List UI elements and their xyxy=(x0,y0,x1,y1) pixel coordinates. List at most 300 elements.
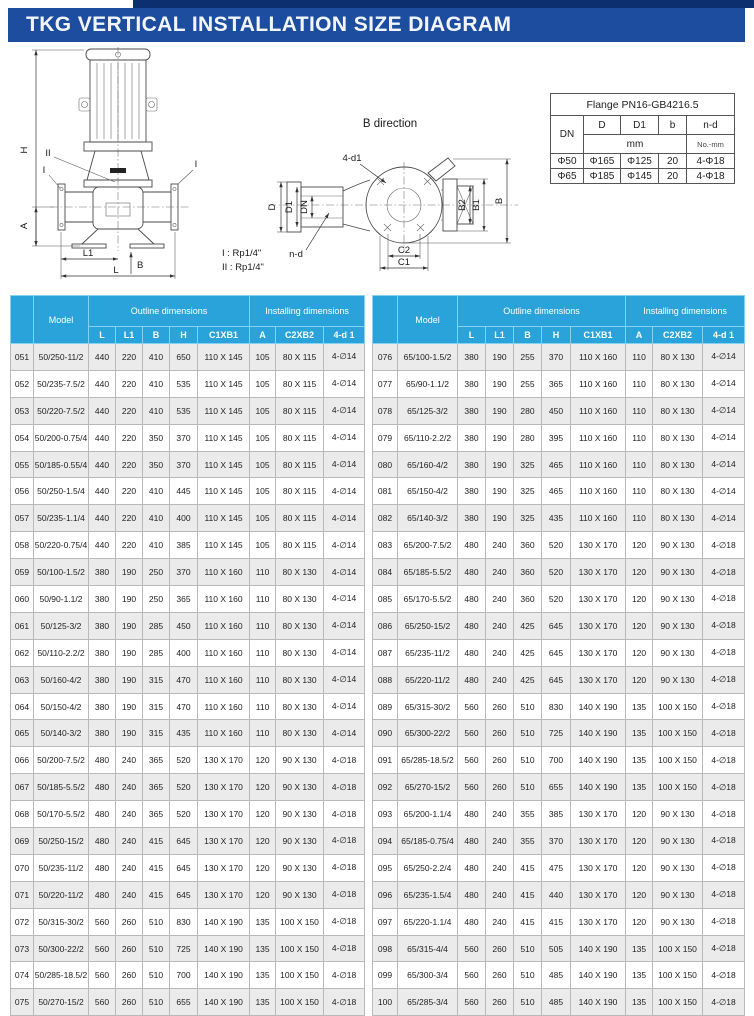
table-cell: 350 xyxy=(143,451,170,478)
table-cell: 057 xyxy=(11,505,34,532)
dim-label-a: A xyxy=(19,222,30,230)
b-direction-title: B direction xyxy=(362,118,418,130)
table-cell: 65/100-1.5/2 xyxy=(398,344,458,371)
table-cell: 100 X 150 xyxy=(276,989,324,1016)
table-cell: 50/170-5.5/2 xyxy=(34,801,89,828)
table-cell: 110 xyxy=(250,666,276,693)
table-cell: 4-∅18 xyxy=(703,854,745,881)
table-cell: 395 xyxy=(542,424,571,451)
table-cell: 099 xyxy=(373,962,398,989)
table-row xyxy=(373,989,745,1016)
table-cell: 560 xyxy=(458,693,486,720)
table-cell: Φ185 xyxy=(584,169,621,184)
table-cell: 80 X 130 xyxy=(276,612,324,639)
table-cell: 088 xyxy=(373,666,398,693)
table-row xyxy=(11,774,365,801)
table-cell: 4-∅18 xyxy=(703,639,745,666)
table-row xyxy=(11,935,365,962)
table-row xyxy=(11,693,365,720)
table-row xyxy=(11,505,365,532)
col-model: Model xyxy=(34,296,89,344)
table-cell: 380 xyxy=(89,586,116,613)
table-cell: 135 xyxy=(626,747,653,774)
table-cell: 4-∅14 xyxy=(703,424,745,451)
table-row xyxy=(11,344,365,371)
table-cell: 440 xyxy=(89,344,116,371)
table-cell: 140 X 190 xyxy=(571,693,626,720)
table-cell: 130 X 170 xyxy=(198,881,250,908)
table-cell: 4-∅18 xyxy=(324,935,365,962)
table-cell: 240 xyxy=(486,828,514,855)
table-cell: 064 xyxy=(11,693,34,720)
table-cell: 480 xyxy=(458,532,486,559)
table-cell: 4-∅18 xyxy=(703,989,745,1016)
table-cell: 110 X 160 xyxy=(571,478,626,505)
table-cell: 120 xyxy=(626,666,653,693)
table-cell: 110 X 160 xyxy=(571,505,626,532)
table-cell: 086 xyxy=(373,612,398,639)
dim-label-dn: DN xyxy=(299,200,310,214)
table-cell: 285 xyxy=(143,612,170,639)
table-cell: 80 X 115 xyxy=(276,478,324,505)
table-cell: 110 X 145 xyxy=(198,451,250,478)
table-cell: 110 xyxy=(250,639,276,666)
table-cell: 80 X 130 xyxy=(653,451,703,478)
table-cell: 4-∅14 xyxy=(703,451,745,478)
table-cell: 480 xyxy=(458,854,486,881)
table-row xyxy=(373,586,745,613)
table-cell: 385 xyxy=(542,801,571,828)
table-cell: 4-Φ18 xyxy=(687,169,735,184)
table-cell: 415 xyxy=(514,854,542,881)
table-cell: 65/160-4/2 xyxy=(398,451,458,478)
table-cell: 65/200-1.1/4 xyxy=(398,801,458,828)
table-cell: 220 xyxy=(116,370,143,397)
table-cell: 410 xyxy=(143,478,170,505)
table-cell: 097 xyxy=(373,908,398,935)
table-cell: 120 xyxy=(250,854,276,881)
table-cell: 560 xyxy=(89,962,116,989)
table-cell: 355 xyxy=(514,828,542,855)
table-cell: 380 xyxy=(89,612,116,639)
table-cell: 4-∅18 xyxy=(703,962,745,989)
table-cell: 4-∅18 xyxy=(703,747,745,774)
table-cell: 535 xyxy=(170,370,198,397)
table-cell: 370 xyxy=(542,344,571,371)
table-cell: 520 xyxy=(542,559,571,586)
table-cell: 80 X 130 xyxy=(276,666,324,693)
flange-col-dn: DN xyxy=(551,116,584,154)
table-cell: 120 xyxy=(626,586,653,613)
table-cell: 260 xyxy=(116,989,143,1016)
table-cell: 135 xyxy=(626,693,653,720)
table-cell: 220 xyxy=(116,451,143,478)
table-cell: 380 xyxy=(458,344,486,371)
table-row xyxy=(373,370,745,397)
table-row xyxy=(11,586,365,613)
size-table-right-body xyxy=(373,344,745,1016)
table-cell: 105 xyxy=(250,451,276,478)
table-cell: 370 xyxy=(170,451,198,478)
table-cell: 510 xyxy=(514,774,542,801)
table-cell: 095 xyxy=(373,854,398,881)
table-cell: 135 xyxy=(250,989,276,1016)
table-cell: 240 xyxy=(116,801,143,828)
table-cell: 90 X 130 xyxy=(276,747,324,774)
table-cell: 240 xyxy=(486,559,514,586)
table-cell: 092 xyxy=(373,774,398,801)
table-cell: 435 xyxy=(542,505,571,532)
table-cell: 130 X 170 xyxy=(571,881,626,908)
table-cell: 052 xyxy=(11,370,34,397)
b-direction-view-drawing xyxy=(268,118,518,252)
table-cell: 80 X 130 xyxy=(276,559,324,586)
table-cell: 240 xyxy=(486,586,514,613)
flange-col-d: D xyxy=(584,116,621,135)
table-cell: 50/250-11/2 xyxy=(34,344,89,371)
table-cell: 190 xyxy=(486,451,514,478)
table-cell: 110 X 160 xyxy=(198,559,250,586)
table-cell: 480 xyxy=(458,908,486,935)
table-cell: 130 X 170 xyxy=(571,586,626,613)
table-cell: 110 xyxy=(250,559,276,586)
table-cell: 130 X 170 xyxy=(198,828,250,855)
table-cell: 440 xyxy=(89,424,116,451)
table-cell: 50/220-7.5/2 xyxy=(34,397,89,424)
table-cell: 059 xyxy=(11,559,34,586)
table-cell: 440 xyxy=(89,397,116,424)
table-cell: 4-∅18 xyxy=(324,962,365,989)
table-cell: 50/220-0.75/4 xyxy=(34,532,89,559)
table-cell: 65/170-5.5/2 xyxy=(398,586,458,613)
table-cell: 50/90-1.1/2 xyxy=(34,586,89,613)
port-note-2: II : Rp1/4" xyxy=(222,262,264,273)
table-row xyxy=(11,962,365,989)
table-cell: 4-∅18 xyxy=(324,854,365,881)
table-cell: 110 X 145 xyxy=(198,532,250,559)
table-cell: 65/250-2.2/4 xyxy=(398,854,458,881)
table-cell: 80 X 115 xyxy=(276,424,324,451)
group-installing-dimensions: Installing dimensions xyxy=(250,296,365,327)
table-cell: 082 xyxy=(373,505,398,532)
table-cell: 240 xyxy=(116,774,143,801)
table-cell: 135 xyxy=(626,935,653,962)
table-cell: 50/185-5.5/2 xyxy=(34,774,89,801)
table-cell: 645 xyxy=(542,612,571,639)
table-cell: 20 xyxy=(659,169,687,184)
table-cell: 130 X 170 xyxy=(571,828,626,855)
table-cell: 65/285-18.5/2 xyxy=(398,747,458,774)
table-row xyxy=(11,532,365,559)
table-cell: 560 xyxy=(458,935,486,962)
table-cell: 280 xyxy=(514,424,542,451)
port-label-i-right: I xyxy=(194,159,198,170)
table-cell: 4-∅14 xyxy=(324,532,365,559)
table-cell: 073 xyxy=(11,935,34,962)
table-cell: 520 xyxy=(170,747,198,774)
table-row xyxy=(11,881,365,908)
table-row xyxy=(373,881,745,908)
table-cell: 100 X 150 xyxy=(653,774,703,801)
b-view-dimensions xyxy=(267,153,511,271)
col-a: A xyxy=(626,327,653,344)
table-cell: 110 X 160 xyxy=(571,424,626,451)
table-row xyxy=(11,828,365,855)
table-cell: 071 xyxy=(11,881,34,908)
table-cell: 100 X 150 xyxy=(653,962,703,989)
table-cell: 220 xyxy=(116,344,143,371)
table-cell: 190 xyxy=(486,370,514,397)
table-cell: 130 X 170 xyxy=(571,532,626,559)
table-cell: 65/235-11/2 xyxy=(398,639,458,666)
table-cell: 415 xyxy=(514,881,542,908)
table-cell: 480 xyxy=(458,801,486,828)
table-cell: 700 xyxy=(542,747,571,774)
table-cell: 510 xyxy=(514,693,542,720)
table-cell: 130 X 170 xyxy=(571,612,626,639)
table-cell: 435 xyxy=(170,720,198,747)
table-cell: 4-∅14 xyxy=(324,639,365,666)
table-cell: 4-∅18 xyxy=(703,612,745,639)
table-cell: 400 xyxy=(170,505,198,532)
table-cell: 90 X 130 xyxy=(653,666,703,693)
table-cell: 4-∅14 xyxy=(703,505,745,532)
col-4d1: 4-d 1 xyxy=(703,327,745,344)
table-cell: 50/220-11/2 xyxy=(34,881,89,908)
table-cell: 410 xyxy=(143,532,170,559)
table-row xyxy=(373,828,745,855)
table-cell: 135 xyxy=(626,720,653,747)
table-cell: 65/110-2.2/2 xyxy=(398,424,458,451)
table-cell: 093 xyxy=(373,801,398,828)
group-outline-dimensions: Outline dimensions xyxy=(458,296,626,327)
table-cell: 140 X 190 xyxy=(571,989,626,1016)
table-cell: 645 xyxy=(170,828,198,855)
table-cell: 80 X 130 xyxy=(276,639,324,666)
table-cell: 485 xyxy=(542,989,571,1016)
col-l: L xyxy=(458,327,486,344)
table-row xyxy=(11,612,365,639)
table-cell: 65/300-3/4 xyxy=(398,962,458,989)
table-row xyxy=(373,639,745,666)
table-cell: 4-∅14 xyxy=(324,586,365,613)
table-cell: 260 xyxy=(486,962,514,989)
table-cell: 80 X 130 xyxy=(653,344,703,371)
table-cell: 440 xyxy=(542,881,571,908)
table-cell: 475 xyxy=(542,854,571,881)
table-cell: 510 xyxy=(514,747,542,774)
table-cell: 4-∅18 xyxy=(324,747,365,774)
table-cell: 110 X 160 xyxy=(198,612,250,639)
table-row xyxy=(373,935,745,962)
table-cell: 190 xyxy=(486,344,514,371)
table-cell: 440 xyxy=(89,505,116,532)
table-cell: 725 xyxy=(542,720,571,747)
page-title: TKG VERTICAL INSTALLATION SIZE DIAGRAM xyxy=(8,8,745,42)
table-cell: 480 xyxy=(458,666,486,693)
table-cell: 4-∅14 xyxy=(324,478,365,505)
top-accent-bar xyxy=(133,0,754,8)
table-cell: 4-∅18 xyxy=(703,693,745,720)
table-cell: 560 xyxy=(458,989,486,1016)
table-cell: 190 xyxy=(116,693,143,720)
table-cell: 90 X 130 xyxy=(653,801,703,828)
table-cell: 425 xyxy=(514,666,542,693)
col-c2xb2: C2XB2 xyxy=(653,327,703,344)
table-cell: 135 xyxy=(626,989,653,1016)
size-table-left xyxy=(10,295,365,1016)
table-cell: 100 X 150 xyxy=(653,935,703,962)
table-row xyxy=(11,370,365,397)
dim-label-d1: D1 xyxy=(284,200,295,214)
col-c2xb2: C2XB2 xyxy=(276,327,324,344)
table-cell: 067 xyxy=(11,774,34,801)
table-cell: 465 xyxy=(542,451,571,478)
table-row xyxy=(373,693,745,720)
table-cell: 65/125-3/2 xyxy=(398,397,458,424)
table-cell: 655 xyxy=(542,774,571,801)
table-cell: 100 X 150 xyxy=(276,962,324,989)
table-cell: 560 xyxy=(458,720,486,747)
table-cell: 060 xyxy=(11,586,34,613)
col-h: H xyxy=(542,327,571,344)
table-cell: 370 xyxy=(542,828,571,855)
table-cell: 480 xyxy=(458,881,486,908)
table-cell: 360 xyxy=(514,532,542,559)
table-cell: 645 xyxy=(542,666,571,693)
table-cell: 4-∅14 xyxy=(324,693,365,720)
table-cell: 110 X 145 xyxy=(198,505,250,532)
table-cell: 50/110-2.2/2 xyxy=(34,639,89,666)
table-cell: 120 xyxy=(626,559,653,586)
dim-label-b1: B1 xyxy=(471,199,482,211)
table-cell: 110 X 145 xyxy=(198,397,250,424)
table-cell: 110 X 145 xyxy=(198,344,250,371)
table-cell: 50/125-3/2 xyxy=(34,612,89,639)
dim-label-d: D xyxy=(267,203,278,211)
table-cell: 4-∅18 xyxy=(703,666,745,693)
table-row xyxy=(11,854,365,881)
table-cell: 410 xyxy=(143,505,170,532)
col-b: B xyxy=(514,327,542,344)
table-cell: 4-∅14 xyxy=(324,451,365,478)
table-cell: 480 xyxy=(89,854,116,881)
table-cell: 110 xyxy=(626,397,653,424)
table-row xyxy=(373,612,745,639)
table-cell: 80 X 130 xyxy=(276,586,324,613)
table-cell: 380 xyxy=(458,397,486,424)
table-cell: 084 xyxy=(373,559,398,586)
table-cell: 450 xyxy=(542,397,571,424)
table-cell: 220 xyxy=(116,478,143,505)
table-cell: 510 xyxy=(143,989,170,1016)
table-cell: 240 xyxy=(486,854,514,881)
table-cell: 135 xyxy=(250,908,276,935)
table-cell: 190 xyxy=(116,720,143,747)
table-row xyxy=(373,666,745,693)
table-cell: 90 X 130 xyxy=(653,908,703,935)
table-cell: 425 xyxy=(514,639,542,666)
table-cell: 65/235-1.5/4 xyxy=(398,881,458,908)
table-cell: 380 xyxy=(89,666,116,693)
table-cell: 089 xyxy=(373,693,398,720)
table-row xyxy=(11,666,365,693)
table-cell: 140 X 190 xyxy=(571,774,626,801)
table-cell: 240 xyxy=(486,881,514,908)
table-cell: 260 xyxy=(486,935,514,962)
group-installing-dimensions: Installing dimensions xyxy=(626,296,745,327)
table-cell: 480 xyxy=(458,586,486,613)
table-cell: 380 xyxy=(458,505,486,532)
table-row xyxy=(11,424,365,451)
table-cell: 380 xyxy=(458,451,486,478)
table-cell: 130 X 170 xyxy=(198,774,250,801)
table-cell: 135 xyxy=(626,962,653,989)
table-cell: 365 xyxy=(143,747,170,774)
table-cell: 100 X 150 xyxy=(653,693,703,720)
table-cell: 520 xyxy=(542,532,571,559)
table-cell: 4-∅18 xyxy=(324,801,365,828)
table-cell: 4-Φ18 xyxy=(687,154,735,169)
table-cell: 380 xyxy=(458,478,486,505)
flange-col-d1: D1 xyxy=(621,116,659,135)
table-cell: 240 xyxy=(116,881,143,908)
table-cell: 315 xyxy=(143,720,170,747)
table-cell: 091 xyxy=(373,747,398,774)
group-outline-dimensions: Outline dimensions xyxy=(89,296,250,327)
table-cell: 645 xyxy=(542,639,571,666)
table-row xyxy=(373,774,745,801)
table-cell: 255 xyxy=(514,370,542,397)
table-cell: 190 xyxy=(486,478,514,505)
table-cell: 140 X 190 xyxy=(198,908,250,935)
table-cell: 380 xyxy=(89,720,116,747)
col-a: A xyxy=(250,327,276,344)
front-view-dimensions xyxy=(19,50,197,279)
table-row xyxy=(11,989,365,1016)
table-cell: 80 X 130 xyxy=(653,424,703,451)
corner-cell xyxy=(373,296,398,344)
table-cell: 140 X 190 xyxy=(198,935,250,962)
table-cell: 079 xyxy=(373,424,398,451)
table-row xyxy=(373,747,745,774)
table-cell: 240 xyxy=(116,854,143,881)
table-cell: 110 X 145 xyxy=(198,370,250,397)
table-cell: 062 xyxy=(11,639,34,666)
table-cell: 100 X 150 xyxy=(653,720,703,747)
table-cell: 110 X 160 xyxy=(571,344,626,371)
table-cell: 081 xyxy=(373,478,398,505)
table-row xyxy=(373,344,745,371)
table-cell: 830 xyxy=(170,908,198,935)
table-cell: 260 xyxy=(486,774,514,801)
table-cell: 100 X 150 xyxy=(276,935,324,962)
table-cell: 130 X 170 xyxy=(571,801,626,828)
corner-cell xyxy=(11,296,34,344)
table-cell: 350 xyxy=(143,424,170,451)
table-cell: 110 X 160 xyxy=(571,397,626,424)
table-cell: 130 X 170 xyxy=(571,908,626,935)
table-cell: 260 xyxy=(116,962,143,989)
table-cell: 4-∅18 xyxy=(703,935,745,962)
table-cell: 110 X 145 xyxy=(198,478,250,505)
table-cell: 077 xyxy=(373,370,398,397)
table-cell: 80 X 130 xyxy=(653,370,703,397)
table-cell: 110 xyxy=(250,720,276,747)
flange-unit-mm: mm xyxy=(584,135,687,154)
table-cell: 058 xyxy=(11,532,34,559)
table-cell: 190 xyxy=(486,397,514,424)
